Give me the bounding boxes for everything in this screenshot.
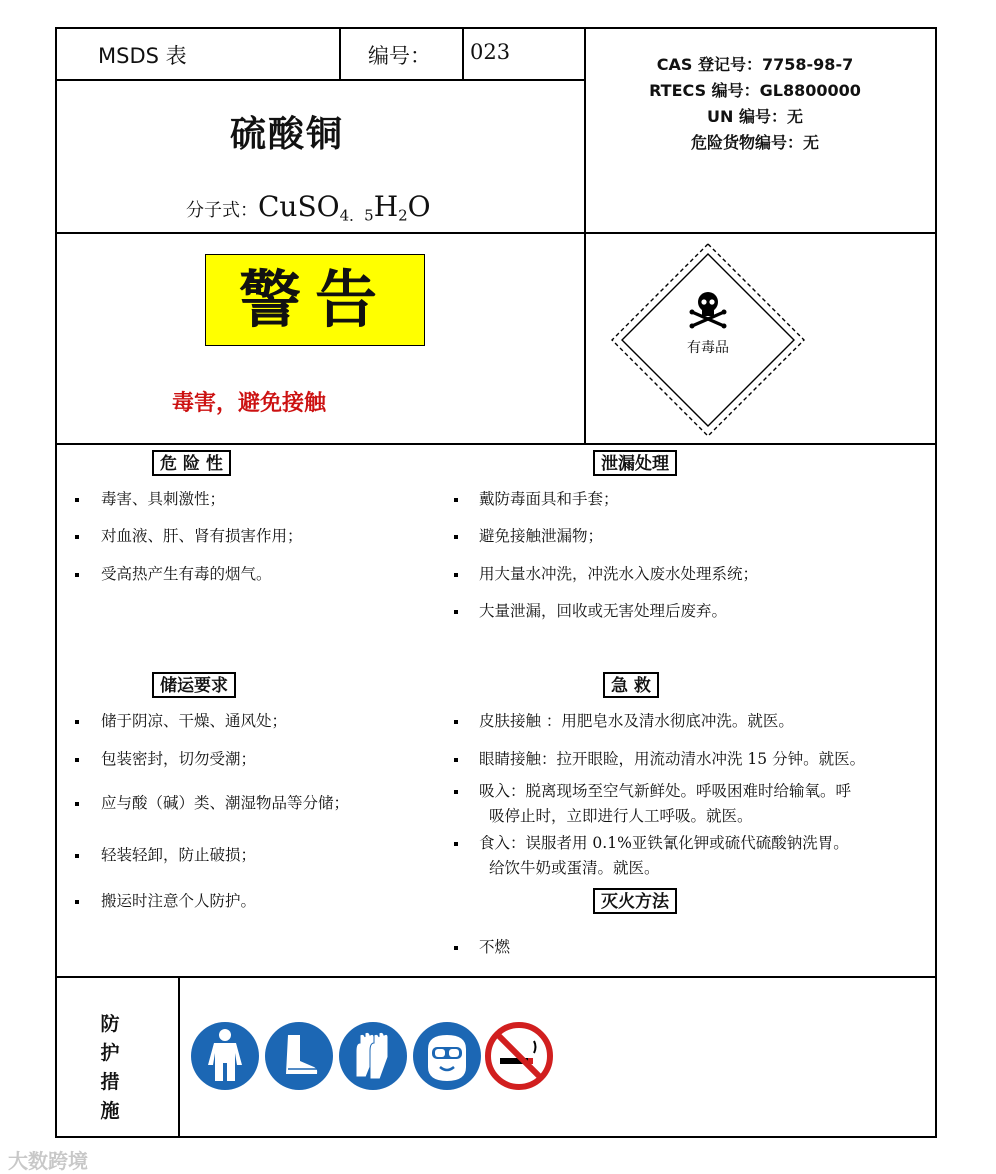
first-aid-item-continued: 吸停止时，立即进行人工呼吸。就医。: [489, 807, 753, 825]
fire-item: 不燃: [479, 938, 511, 956]
storage-item: 搬运时注意个人防护。: [101, 892, 257, 910]
first-aid-item-continued: 给饮牛奶或蛋清。就医。: [489, 859, 660, 877]
header-col-divider-2: [462, 27, 464, 80]
bullet: [75, 900, 79, 904]
protection-label-char: 防: [100, 1013, 120, 1035]
molecular-formula: [186, 190, 431, 226]
first-aid-item: 皮肤接触 ：用肥皂水及清水彻底冲洗。就医。: [479, 712, 794, 730]
bullet: [75, 535, 79, 539]
bullet: [454, 498, 458, 502]
bullet: [454, 610, 458, 614]
protection-label-char: 施: [100, 1100, 120, 1122]
un-number: UN 编号：无: [707, 107, 803, 126]
bullet: [75, 802, 79, 806]
header-col-divider-1: [339, 27, 341, 80]
spill-item: 用大量水冲洗，冲洗水入废水处理系统；: [479, 565, 759, 583]
toxic-hazard-sign: [610, 242, 806, 438]
protection-label-char: 护: [100, 1042, 120, 1064]
section-title-spill: 泄漏处理: [593, 450, 677, 476]
bullet: [454, 946, 458, 950]
section-title-storage: 储运要求: [152, 672, 236, 698]
first-aid-item: 吸入：脱离现场至空气新鲜处。呼吸困难时给输氧。呼: [479, 782, 852, 800]
formula-o: O: [407, 190, 431, 223]
section-title-fire: 灭火方法: [593, 888, 677, 914]
storage-item: 轻装轻卸，防止破损；: [101, 846, 257, 864]
bullet: [75, 573, 79, 577]
hazard-item: 毒害、具刺激性；: [101, 490, 226, 508]
rtecs-number: RTECS 编号：GL8800000: [649, 81, 861, 100]
hazard-class-label: 有毒品: [687, 340, 729, 356]
safety-boots-icon: [264, 1021, 334, 1091]
hazard-item: 对血液、肝、肾有损害作用；: [101, 527, 303, 545]
protection-label: [96, 1010, 124, 1126]
bullet: [75, 758, 79, 762]
goggles-mask-icon: [412, 1021, 482, 1091]
first-aid-item: 食入：误服者用 0.1%亚铁氰化钾或硫代硫酸钠洗胃。: [479, 834, 849, 852]
bullet: [75, 720, 79, 724]
spill-item: 戴防毒面具和手套；: [479, 490, 619, 508]
spill-item: 避免接触泄漏物；: [479, 527, 604, 545]
storage-item: 储于阴凉、干燥、通风处；: [101, 712, 288, 730]
substance-name: 硫酸铜: [230, 113, 345, 155]
first-aid-item: 眼睛接触：拉开眼睑，用流动清水冲洗 15 分钟。就医。: [479, 750, 866, 768]
section-title-hazards: 危 险 性: [152, 450, 231, 476]
bullet: [454, 720, 458, 724]
top-col-divider: [584, 27, 586, 444]
bullet: [75, 854, 79, 858]
form-label: MSDS 表: [98, 44, 187, 68]
bullet: [454, 573, 458, 577]
row-divider-1: [55, 232, 937, 234]
row-divider-2: [55, 443, 937, 445]
dangerous-goods-number: 危险货物编号：无: [690, 133, 819, 152]
bullet: [454, 842, 458, 846]
formula-label: 分子式：: [186, 200, 258, 221]
section-title-first-aid: 急 救: [603, 672, 659, 698]
identifier-block: [590, 52, 920, 156]
storage-item: 应与酸（碱）类、潮湿物品等分储；: [101, 794, 350, 812]
protection-col-divider: [178, 976, 180, 1138]
hazard-item: 受高热产生有毒的烟气。: [101, 565, 272, 583]
warning-subtitle: 毒害，避免接触: [172, 391, 327, 416]
protective-gloves-icon: [338, 1021, 408, 1091]
protective-suit-icon: [190, 1021, 260, 1091]
protection-label-char: 措: [100, 1071, 120, 1093]
bullet: [454, 535, 458, 539]
row-divider-3: [55, 976, 937, 978]
formula-h: H: [373, 190, 399, 223]
header-divider: [55, 79, 585, 81]
number-value: 023: [470, 40, 511, 64]
storage-item: 包装密封，切勿受潮；: [101, 750, 257, 768]
formula-main: CuSO: [258, 190, 340, 223]
number-label: 编号：: [368, 44, 431, 68]
cas-number: CAS 登记号：7758-98-7: [656, 55, 854, 74]
no-smoking-icon: [484, 1021, 554, 1091]
formula-sub2: 2: [398, 206, 408, 225]
bullet: [454, 790, 458, 794]
spill-item: 大量泄漏，回收或无害处理后废弃。: [479, 602, 728, 620]
bullet: [454, 758, 458, 762]
warning-banner: 警告: [205, 254, 425, 346]
watermark: 大数跨境: [8, 1149, 88, 1173]
formula-sub1: 4．5: [339, 206, 374, 225]
bullet: [75, 498, 79, 502]
